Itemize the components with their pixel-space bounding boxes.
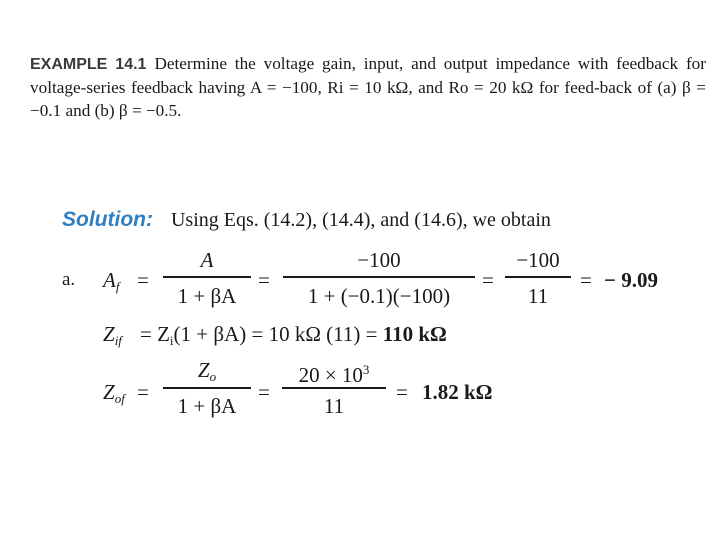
- zof-frac1-denominator: 1 + βA: [177, 394, 237, 418]
- af-frac2-denominator: 1 + (−0.1)(−100): [307, 284, 451, 308]
- af-frac1-bar: [163, 276, 251, 278]
- zof-lhs: [103, 380, 125, 411]
- zof-result: 1.82 kΩ: [422, 380, 493, 404]
- example-statement: [30, 52, 706, 122]
- zof-frac2-denominator: 11: [323, 394, 345, 418]
- zof-frac1-numerator: [163, 358, 251, 389]
- af-lhs-sub: f: [115, 279, 120, 294]
- af-frac1-numerator: A: [200, 248, 214, 272]
- zof-frac2-bar: [282, 387, 386, 389]
- af-result: − 9.09: [604, 268, 658, 292]
- zif-lhs: [103, 322, 122, 353]
- zif-rhs-sub: i: [169, 333, 174, 348]
- af-lhs-var: A: [103, 268, 116, 292]
- zof-frac1-num-sub: o: [209, 369, 217, 384]
- zof-equals-3: =: [396, 380, 408, 404]
- af-frac3-denominator: 11: [527, 284, 549, 308]
- af-equals-4: =: [580, 268, 592, 292]
- zif-result: 110 kΩ: [382, 322, 447, 346]
- af-equals-3: =: [482, 268, 494, 292]
- zif-lhs-var: Z: [103, 322, 115, 346]
- af-frac2-bar: [283, 276, 475, 278]
- zof-equals-1: =: [137, 380, 149, 404]
- example-label: EXAMPLE 14.1: [30, 56, 147, 73]
- zof-frac1-num-var: Z: [197, 358, 210, 382]
- af-equals-2: =: [258, 268, 270, 292]
- zif-lhs-sub: if: [114, 333, 122, 348]
- zof-frac2-num-sup: 3: [362, 362, 370, 377]
- solution-heading: [62, 208, 551, 232]
- af-frac1-denominator: 1 + βA: [177, 284, 237, 308]
- af-lhs: [103, 268, 119, 299]
- zof-frac2-num-text: 20 × 10: [298, 363, 363, 387]
- solution-label: Solution:: [62, 208, 153, 231]
- zof-frac2-numerator: [282, 358, 386, 387]
- zof-equals-2: =: [258, 380, 270, 404]
- zif-rhs-rest: (1 + βA) = 10 kΩ (11) =: [173, 322, 378, 346]
- solution-intro: Using Eqs. (14.2), (14.4), and (14.6), we obtain: [170, 209, 551, 231]
- zof-lhs-var: Z: [103, 380, 115, 404]
- part-a-marker: a.: [62, 269, 76, 290]
- zif-rhs: [140, 322, 447, 353]
- example-text: Determine the voltage gain, input, and output impedance with feedback for voltage-series feedback having A = −100, Ri = 10 kΩ, and Ro = 20 kΩ for feed-back of (a) β = −0.1 and (b) β = −0.5.: [30, 54, 707, 120]
- zof-lhs-sub: of: [114, 391, 125, 406]
- af-equals-1: =: [137, 268, 149, 292]
- zif-rhs-start: = Z: [140, 322, 170, 346]
- af-frac3-bar: [505, 276, 571, 278]
- af-frac3-numerator: −100: [516, 248, 560, 272]
- zof-frac1-bar: [163, 387, 251, 389]
- af-frac2-numerator: −100: [357, 248, 401, 272]
